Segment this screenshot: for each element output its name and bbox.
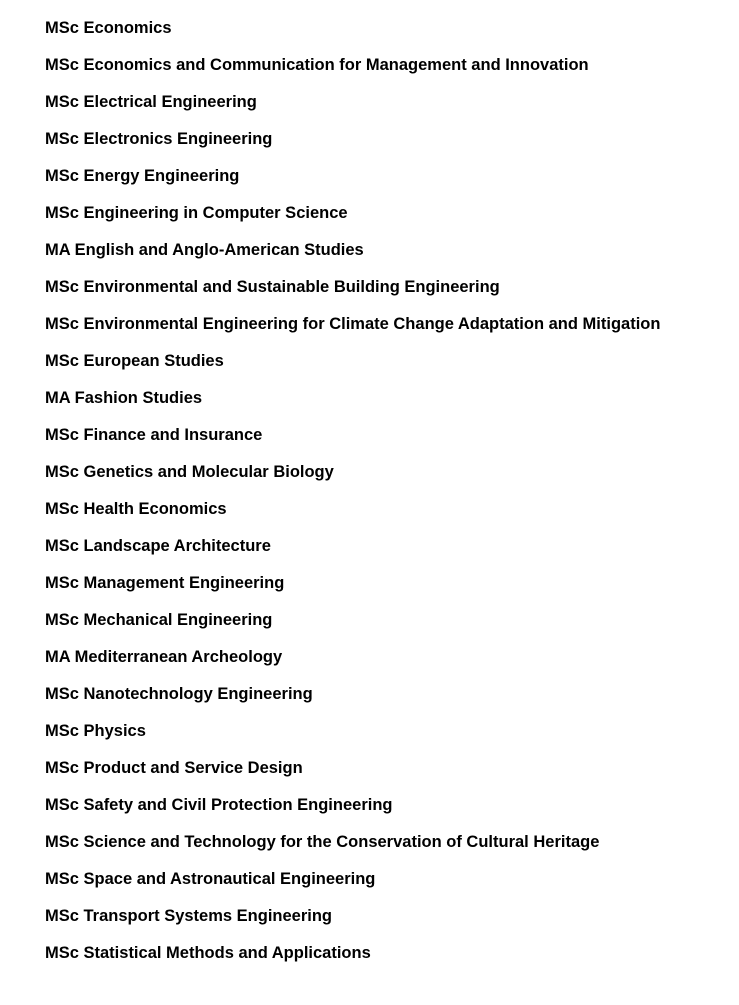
program-item: MSc Safety and Civil Protection Engineering [45, 796, 393, 814]
program-item: MSc Health Economics [45, 500, 227, 518]
program-item: MSc Genetics and Molecular Biology [45, 463, 334, 481]
program-item: MSc Landscape Architecture [45, 537, 271, 555]
program-item: MA Mediterranean Archeology [45, 648, 283, 666]
program-item: MSc Economics [45, 19, 172, 37]
program-item: MSc Electrical Engineering [45, 93, 257, 111]
program-item: MSc Economics and Communication for Management and Innovation [45, 56, 589, 74]
program-item: MSc Environmental and Sustainable Building Engineering [45, 278, 500, 296]
program-item: MSc Finance and Insurance [45, 426, 263, 444]
program-list [45, 18, 660, 980]
program-item: MSc Nanotechnology Engineering [45, 685, 313, 703]
program-item: MSc European Studies [45, 352, 224, 370]
program-item: MSc Environmental Engineering for Climate Change Adaptation and Mitigation [45, 315, 661, 333]
program-item: MSc Engineering in Computer Science [45, 204, 348, 222]
program-item: MSc Electronics Engineering [45, 130, 273, 148]
program-item: MA Fashion Studies [45, 389, 203, 407]
program-item: MSc Statistical Methods and Applications [45, 944, 371, 962]
program-item: MSc Mechanical Engineering [45, 611, 273, 629]
program-item: MSc Transport Systems Engineering [45, 907, 332, 925]
program-item: MSc Space and Astronautical Engineering [45, 870, 376, 888]
program-item: MSc Science and Technology for the Conservation of Cultural Heritage [45, 833, 600, 851]
program-item: MSc Energy Engineering [45, 167, 240, 185]
program-item: MA English and Anglo-American Studies [45, 241, 364, 259]
program-item: MSc Physics [45, 722, 146, 740]
program-item: MSc Management Engineering [45, 574, 285, 592]
program-item: MSc Product and Service Design [45, 759, 303, 777]
